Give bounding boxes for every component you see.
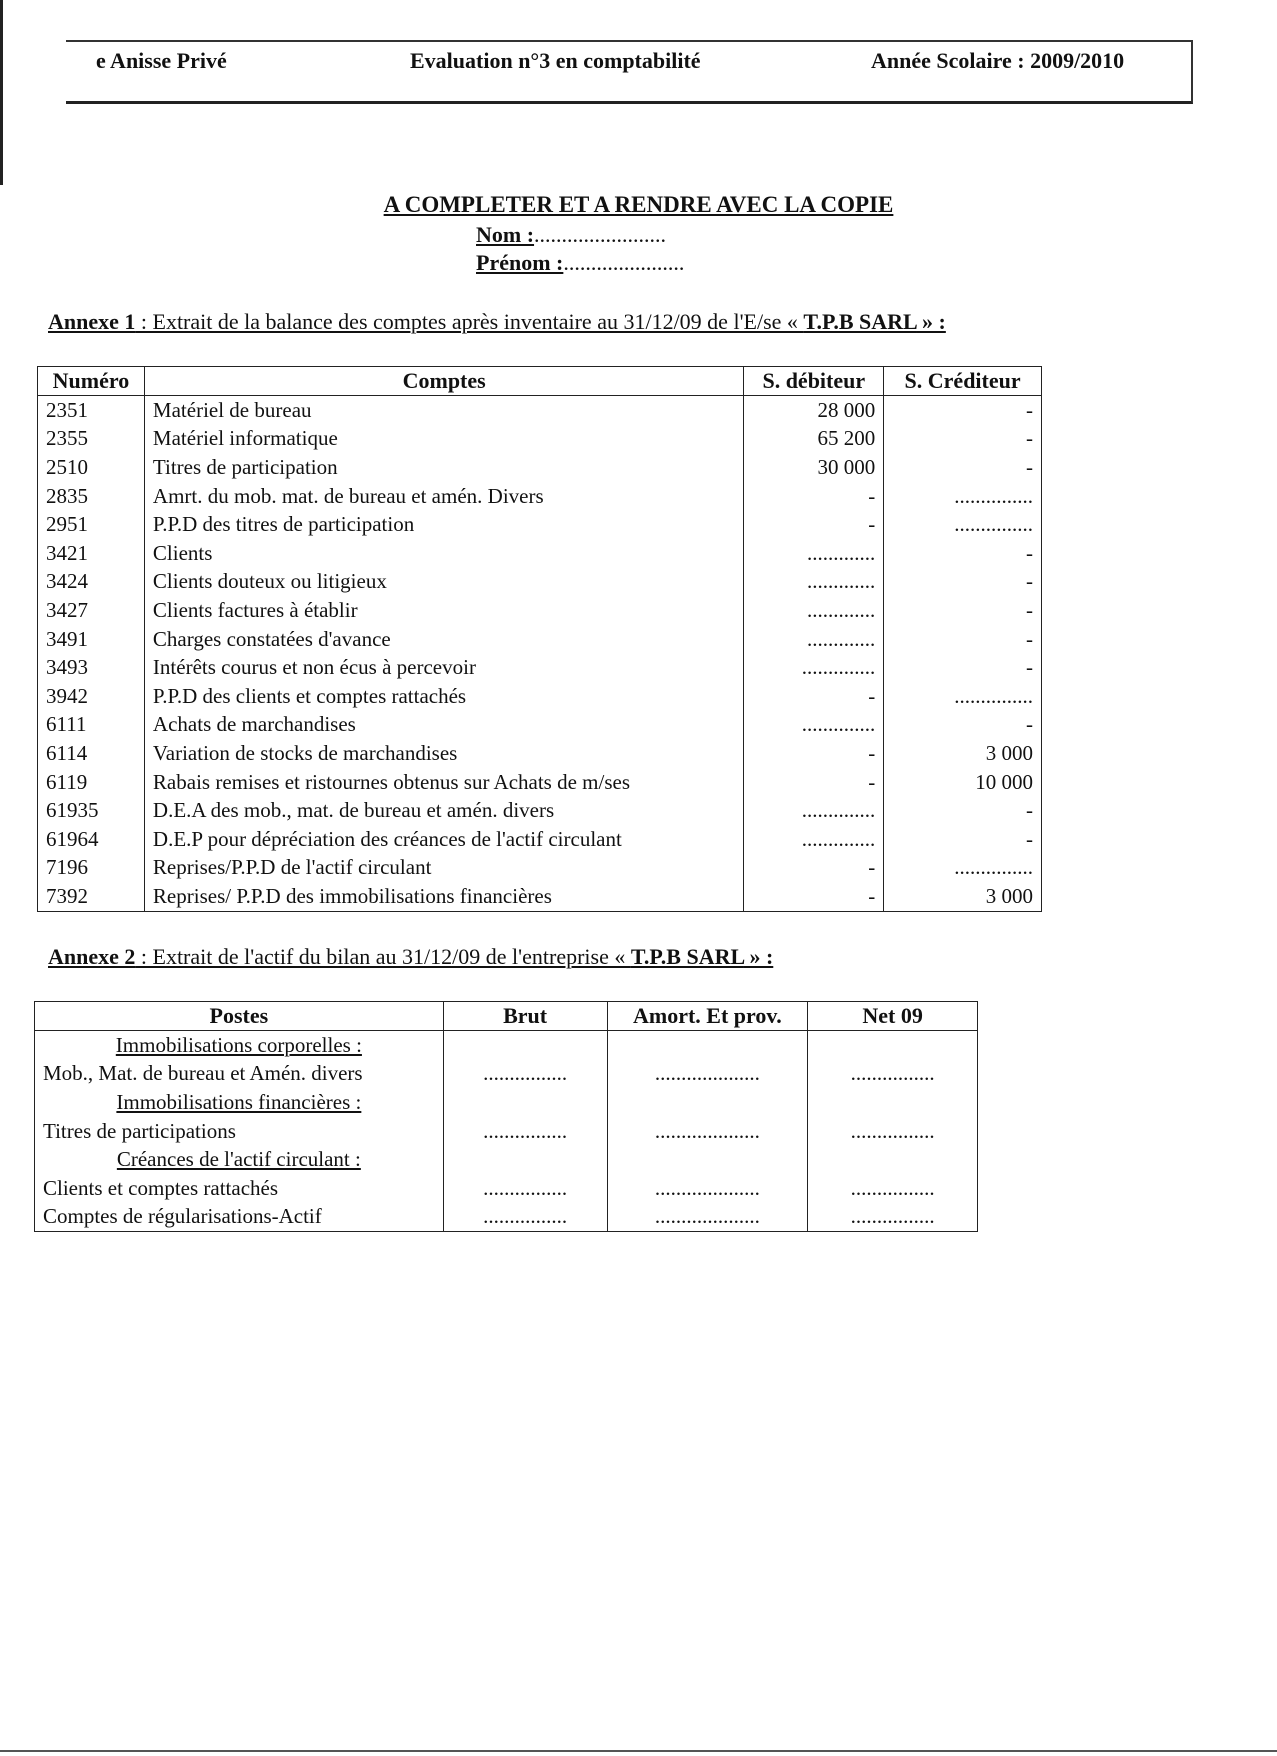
poste-name: Clients et comptes rattachés	[35, 1174, 444, 1203]
account-number: 6114	[38, 739, 145, 768]
credit-cell: -	[884, 653, 1042, 682]
credit-cell: -	[884, 568, 1042, 597]
credit-cell: -	[884, 453, 1042, 482]
annexe2-company: T.P.B SARL	[630, 944, 744, 969]
table-row	[38, 510, 1042, 539]
table-row	[38, 739, 1042, 768]
table-row	[38, 796, 1042, 825]
col-header-comptes: Comptes	[144, 367, 743, 396]
account-number: 3491	[38, 625, 145, 654]
table-row	[38, 482, 1042, 511]
annexe2-suffix: » :	[743, 944, 774, 969]
debit-cell: 28 000	[744, 396, 884, 425]
nom-field[interactable]: ........................	[534, 222, 667, 247]
table-row	[38, 453, 1042, 482]
brut-cell[interactable]: ................	[443, 1117, 607, 1146]
debit-cell[interactable]: .............	[744, 568, 884, 597]
amort-cell[interactable]: ....................	[607, 1174, 808, 1203]
account-name: Charges constatées d'avance	[144, 625, 743, 654]
table-row	[38, 768, 1042, 797]
account-name: Variation de stocks de marchandises	[144, 739, 743, 768]
account-number: 6119	[38, 768, 145, 797]
section-row	[35, 1145, 978, 1174]
account-number: 3942	[38, 682, 145, 711]
section-financieres: Immobilisations financières :	[35, 1088, 444, 1117]
credit-cell: -	[884, 425, 1042, 454]
annexe1-title	[48, 309, 946, 335]
debit-cell[interactable]: ..............	[744, 653, 884, 682]
header-school: e Anisse Privé	[96, 48, 227, 73]
account-name: D.E.A des mob., mat. de bureau et amén. divers	[144, 796, 743, 825]
debit-cell[interactable]: ..............	[744, 796, 884, 825]
credit-cell: -	[884, 539, 1042, 568]
credit-cell: -	[884, 396, 1042, 425]
credit-cell: -	[884, 825, 1042, 854]
nom-line	[476, 222, 666, 248]
bilan-table	[34, 1001, 978, 1232]
account-number: 3427	[38, 596, 145, 625]
account-name: Amrt. du mob. mat. de bureau et amén. Divers	[144, 482, 743, 511]
annexe2-label: Annexe 2	[48, 944, 136, 969]
account-number: 2355	[38, 425, 145, 454]
credit-cell[interactable]: ...............	[884, 854, 1042, 883]
table-row	[38, 882, 1042, 911]
debit-cell: -	[744, 482, 884, 511]
table-header-row	[35, 1002, 978, 1031]
scan-edge	[0, 0, 3, 185]
credit-cell[interactable]: ...............	[884, 682, 1042, 711]
table-row	[38, 396, 1042, 425]
debit-cell: -	[744, 882, 884, 911]
table-row	[38, 625, 1042, 654]
table-row	[38, 425, 1042, 454]
section-corporelles: Immobilisations corporelles :	[35, 1031, 444, 1060]
table-row	[35, 1060, 978, 1089]
account-name: Reprises/ P.P.D des immobilisations financières	[144, 882, 743, 911]
credit-cell[interactable]: ...............	[884, 510, 1042, 539]
credit-cell: -	[884, 711, 1042, 740]
debit-cell: -	[744, 510, 884, 539]
annexe1-text: : Extrait de la balance des comptes après inventaire au 31/12/09 de l'E/se «	[135, 309, 804, 334]
debit-cell: -	[744, 682, 884, 711]
brut-cell[interactable]: ................	[443, 1060, 607, 1089]
table-row	[38, 653, 1042, 682]
debit-cell: 30 000	[744, 453, 884, 482]
brut-cell[interactable]: ................	[443, 1203, 607, 1232]
scan-edge	[0, 1750, 1277, 1752]
account-number: 2951	[38, 510, 145, 539]
annexe1-suffix: » :	[916, 309, 946, 334]
credit-cell: 3 000	[884, 882, 1042, 911]
section-row	[35, 1088, 978, 1117]
section-row	[35, 1031, 978, 1060]
amort-cell[interactable]: ....................	[607, 1203, 808, 1232]
account-name: Rabais remises et ristournes obtenus sur Achats de m/ses	[144, 768, 743, 797]
account-name: Achats de marchandises	[144, 711, 743, 740]
account-number: 2351	[38, 396, 145, 425]
table-row	[38, 711, 1042, 740]
amort-cell[interactable]: ....................	[607, 1117, 808, 1146]
table-row	[38, 568, 1042, 597]
table-row	[38, 682, 1042, 711]
account-number: 7392	[38, 882, 145, 911]
annexe2-text: : Extrait de l'actif du bilan au 31/12/09 de l'entreprise «	[135, 944, 631, 969]
table-row	[35, 1117, 978, 1146]
account-name: Clients factures à établir	[144, 596, 743, 625]
debit-cell: -	[744, 768, 884, 797]
debit-cell[interactable]: ..............	[744, 711, 884, 740]
account-number: 6111	[38, 711, 145, 740]
amort-cell[interactable]: ....................	[607, 1060, 808, 1089]
table-row	[38, 596, 1042, 625]
debit-cell[interactable]: .............	[744, 539, 884, 568]
col-header-credit: S. Créditeur	[884, 367, 1042, 396]
col-header-debit: S. débiteur	[744, 367, 884, 396]
account-name: Clients douteux ou litigieux	[144, 568, 743, 597]
brut-cell[interactable]: ................	[443, 1174, 607, 1203]
credit-cell: 3 000	[884, 739, 1042, 768]
table-row	[38, 825, 1042, 854]
net-cell[interactable]: ................	[808, 1117, 978, 1146]
table-row	[35, 1203, 978, 1232]
table-row	[35, 1174, 978, 1203]
credit-cell: -	[884, 625, 1042, 654]
account-number: 3424	[38, 568, 145, 597]
debit-cell: -	[744, 854, 884, 883]
prenom-field[interactable]: ......................	[563, 250, 685, 275]
header-year: Année Scolaire : 2009/2010	[871, 48, 1125, 73]
balance-table	[37, 366, 1042, 912]
account-number: 61964	[38, 825, 145, 854]
credit-cell: -	[884, 596, 1042, 625]
credit-cell: 10 000	[884, 768, 1042, 797]
col-header-amort: Amort. Et prov.	[607, 1002, 808, 1031]
prenom-label: Prénom :	[476, 250, 564, 275]
form-heading: A COMPLETER ET A RENDRE AVEC LA COPIE	[383, 192, 894, 217]
account-name: Reprises/P.P.D de l'actif circulant	[144, 854, 743, 883]
table-row	[38, 539, 1042, 568]
account-name: P.P.D des titres de participation	[144, 510, 743, 539]
header-title: Evaluation n°3 en comptabilité	[410, 48, 701, 73]
col-header-numero: Numéro	[38, 367, 145, 396]
account-name: P.P.D des clients et comptes rattachés	[144, 682, 743, 711]
debit-cell[interactable]: ..............	[744, 825, 884, 854]
account-name: Titres de participation	[144, 453, 743, 482]
account-number: 2510	[38, 453, 145, 482]
poste-name: Comptes de régularisations-Actif	[35, 1203, 444, 1232]
net-cell[interactable]: ................	[808, 1174, 978, 1203]
account-name: Clients	[144, 539, 743, 568]
account-number: 61935	[38, 796, 145, 825]
net-cell[interactable]: ................	[808, 1060, 978, 1089]
account-name: Matériel de bureau	[144, 396, 743, 425]
debit-cell[interactable]: .............	[744, 625, 884, 654]
credit-cell: -	[884, 796, 1042, 825]
nom-label: Nom :	[476, 222, 535, 247]
col-header-postes: Postes	[35, 1002, 444, 1031]
poste-name: Mob., Mat. de bureau et Amén. divers	[35, 1060, 444, 1089]
account-name: Intérêts courus et non écus à percevoir	[144, 653, 743, 682]
account-number: 3421	[38, 539, 145, 568]
debit-cell: 65 200	[744, 425, 884, 454]
annexe1-company: T.P.B SARL	[803, 309, 917, 334]
section-creances: Créances de l'actif circulant :	[35, 1145, 444, 1174]
table-header-row	[38, 367, 1042, 396]
net-cell[interactable]: ................	[808, 1203, 978, 1232]
account-number: 7196	[38, 854, 145, 883]
annexe2-title	[48, 944, 773, 970]
account-number: 3493	[38, 653, 145, 682]
debit-cell: -	[744, 739, 884, 768]
account-number: 2835	[38, 482, 145, 511]
prenom-line	[476, 250, 684, 276]
debit-cell[interactable]: .............	[744, 596, 884, 625]
poste-name: Titres de participations	[35, 1117, 444, 1146]
account-name: D.E.P pour dépréciation des créances de l'actif circulant	[144, 825, 743, 854]
col-header-brut: Brut	[443, 1002, 607, 1031]
col-header-net: Net 09	[808, 1002, 978, 1031]
account-name: Matériel informatique	[144, 425, 743, 454]
table-row	[38, 854, 1042, 883]
credit-cell[interactable]: ...............	[884, 482, 1042, 511]
annexe1-label: Annexe 1	[48, 309, 136, 334]
